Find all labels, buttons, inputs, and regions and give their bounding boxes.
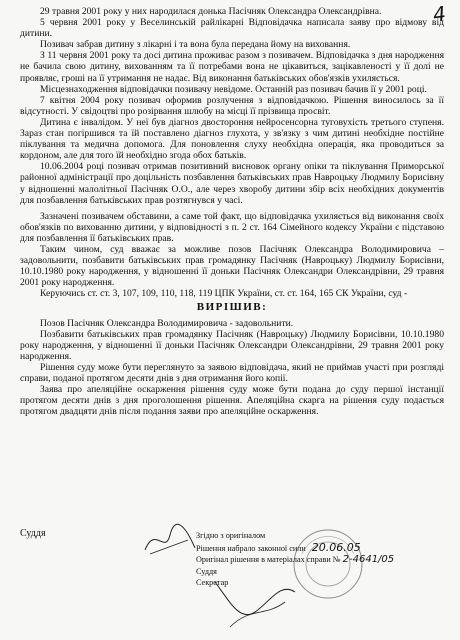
cert-line: Рішення набрало законної сили — [196, 543, 306, 553]
cert-line: Згідно з оригіналом — [196, 531, 266, 540]
paragraph: Місцезнаходження відповідачки позивачу невідоме. Останній раз позивач бачив її у 2001 році. — [40, 83, 427, 95]
cert-line: Оригінал рішення в матеріалах справи № — [196, 555, 341, 564]
decision-paragraph: Позбавити батьківських прав громадянку Пасічняк (Навроцьку) Людмилу Борисівни, 10.10.1980 року народження, у відношенні її доньки Пасічняк Олександри Олександрівни, 29 травня 2001 року народження. — [20, 328, 444, 362]
document-body — [20, 6, 444, 417]
paragraph: Дитина є інвалідом. У неї був діагноз двостороння нейросенсорна туговухість третього ступеня. Зараз стан погіршився та їй поставлено діагноз глухота, у зв'язку з чим дитині необхідне постійне піклування та медична допомога. Для поновлення слуху необхідна операція, яка проводиться за кордоном, але для того їй необхідно згода обох батьків. — [20, 116, 444, 162]
decision-paragraph: Позов Пасічняк Олександра Володимировича - задовольнити. — [40, 317, 294, 329]
page-number: 4 — [431, 1, 448, 27]
decision-paragraph: Заява про апеляційне оскарження рішення суду може бути подана до суду першої інстанції протягом десяти днів з дня проголошення рішення. Апеляційна скарга на рішення суду подається протягом двадцяти днів після подання заяви про апеляційне оскарження. — [20, 384, 444, 418]
paragraph: Позивач забрав дитину з лікарні і та вона була передана йому на виховання. — [40, 39, 351, 51]
paragraph: 10.06.2004 році позивач отримав позитивний висновок органу опіки та піклування Приморської районної адміністрації про доцільність позбавлення батьківських прав Навроцьку Людмилу Борисівну у відношенні малолітньої Пасічняк О.О., але через хворобу дитини збір всіх необхідних документів для позбавлення батьківських прав розтягнувся у часі. — [20, 161, 444, 206]
paragraph: 29 травня 2001 року у них народилася донька Пасічняк Олександра Олександрівна. — [40, 6, 382, 17]
paragraph: 5 червня 2001 року у Веселинській райлікарні Відповідачка написала заяву про відмову від дитини. — [20, 17, 444, 40]
judge-label: Суддя — [20, 528, 46, 539]
judge-signature — [140, 520, 200, 560]
decision-title: ВИРІШИВ: — [196, 301, 268, 314]
secretary-signature — [210, 572, 300, 632]
paragraph: Зазначені позивачем обставини, а саме той факт, що відповідачка ухиляється від виконання своїх обов'язків по вихованню дитини, у відповідності з п. 2 ст. 164 Сімейного кодексу України є підставою для позбавлення її батьківських прав. — [20, 210, 444, 244]
cert-judge-label: Суддя — [196, 566, 217, 576]
case-number: 2-4641/05 — [342, 554, 395, 565]
paragraph: Таким чином, суд вважає за можливе позов Пасічняк Олександра Володимировича – задовольнити, позбавити батьківських прав громадянку Пасічняк (Навроцьку) Людмилу Борисівни, 10.10.1980 року народження, у відношенні її доньки Пасічняк Олександри Олександрівни, 29 травня 2001 року народження. — [20, 243, 444, 289]
paragraph: З 11 червня 2001 року та досі дитина проживає разом з позивачем. Відповідачка з дня народження не бачила свою дитину, вихованням та її потребами вона не цікавиться, зацікавленості у її долі не проявляє, гроші на її утримання не надає. Від виконання батьківських обов'язків ухиляється. — [20, 50, 444, 84]
cert-secretary-label: Секретар — [196, 578, 229, 587]
court-seal-stamp — [288, 524, 368, 604]
cert-date: 20.06.05 — [311, 540, 361, 554]
decision-paragraph: Рішення суду може бути переглянуто за заявою відповідача, який не приймав участі при розгляді справи, поданої протягом десяти днів з дня отримання його копії. — [20, 361, 444, 384]
paragraph: Керуючись ст. ст. 3, 107, 109, 110, 118, 119 ЦПК України, ст. ст. 164, 165 СК України, суд - — [40, 288, 408, 300]
paragraph: 7 квітня 2004 року позивач оформив розлучення з відповідачкою. Рішення виносилось за її відсутності. У свідоцтві про розірвання шлюбу на місці її прізвища просвіт. — [20, 94, 444, 117]
signature-block — [20, 524, 444, 634]
